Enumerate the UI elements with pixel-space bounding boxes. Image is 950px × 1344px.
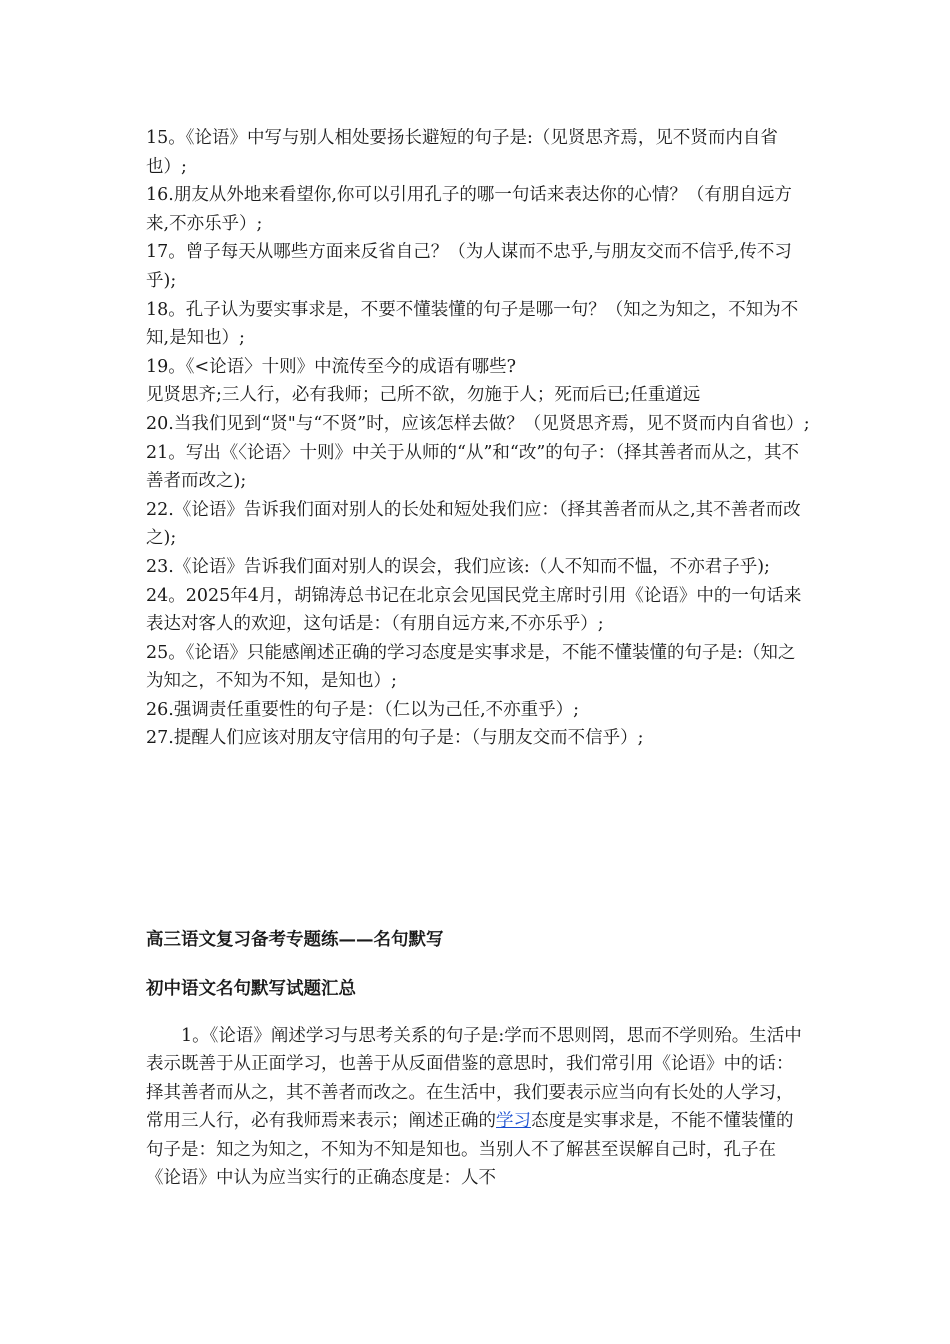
qa-item-21: 21。写出《〈论语〉十则》中关于从师的“从”和“改”的句子：（择其善者而从之，其不善者而改之); <box>146 442 800 492</box>
body-paragraph <box>146 1022 810 1192</box>
qa-item-25: 25。《论语》只能感阐述正确的学习态度是实事求是，不能不懂装懂的句子是:（知之为知之，不知为不知，是知也）; <box>146 642 796 692</box>
qa-item-19-answer: 见贤思齐;三人行，必有我师；己所不欲，勿施于人；死而后已;任重道远 <box>146 385 701 406</box>
qa-item-22: 22.《论语》告诉我们面对别人的长处和短处我们应：（择其善者而从之,其不善者而改之); <box>146 499 801 549</box>
qa-item-20: 20.当我们见到“贤"与“不贤”时，应该怎样去做？（见贤思齐焉，见不贤而内自省也）; <box>146 413 810 434</box>
study-link[interactable]: 学习 <box>496 1111 531 1132</box>
qa-item-27: 27.提醒人们应该对朋友守信用的句子是：（与朋友交而不信乎）; <box>146 728 644 749</box>
section-heading: 高三语文复习备考专题练——名句默写 <box>146 930 444 950</box>
qa-item-17: 17。曾子每天从哪些方面来反省自己？（为人谋而不忠乎,与朋友交而不信乎,传不习乎); <box>146 242 792 291</box>
qa-list <box>146 124 810 753</box>
qa-item-26: 26.强调责任重要性的句子是：（仁以为己任,不亦重乎）; <box>146 699 580 720</box>
qa-item-15: 15。《论语》中写与别人相处要扬长避短的句子是:（见贤思齐焉，见不贤而内自省也）; <box>146 128 778 177</box>
qa-item-23: 23.《论语》告诉我们面对别人的误会，我们应该:（人不知而不愠，不亦君子乎); <box>146 556 770 577</box>
qa-item-18: 18。孔子认为要实事求是，不要不懂装懂的句子是哪一句？（知之为知之，不知为不知,是知也）; <box>146 299 799 349</box>
section-subheading: 初中语文名句默写试题汇总 <box>146 979 356 999</box>
qa-item-24: 24。2025年4月，胡锦涛总书记在北京会见国民党主席时引用《论语》中的一句话来表达对客人的欢迎，这句话是：（有朋自远方来,不亦乐乎）; <box>146 585 802 635</box>
paragraph-text-start: 1。《论语》阐述学习与思考关系的句子是:学而不思则罔，思而不学则殆。生活中表示既善于从正面学习，也善于从反面借鉴的意思时，我们常引用《论语》中的话：择其善者而从之，其不善者而改之。在生活中，我们要表示应当向有长处的人学习，常用三人行，必有我师焉来表示；阐述正确的 <box>146 1026 802 1132</box>
qa-item-16: 16.朋友从外地来看望你,你可以引用孔子的哪一句话来表达你的心情？（有朋自远方来,不亦乐乎）; <box>146 185 792 234</box>
qa-item-19: 19。《<论语〉十则》中流传至今的成语有哪些? <box>146 356 517 377</box>
paragraph-text-end: 态度是实事求是，不能不懂装懂的句子是：知之为知之，不知为不知是知也。当别人不了解甚至误解自己时，孔子在《论语》中认为应当实行的正确态度是：人不 <box>146 1111 794 1189</box>
